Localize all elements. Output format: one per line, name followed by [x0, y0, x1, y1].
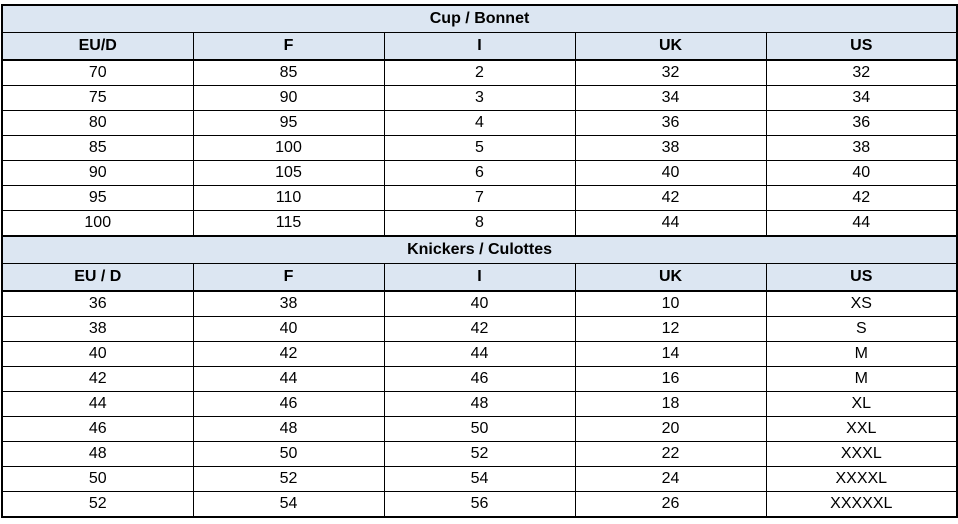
table-cell: 36 [2, 291, 193, 317]
table-cell: 48 [2, 442, 193, 467]
table-cell: 52 [193, 467, 384, 492]
table-cell: 22 [575, 442, 766, 467]
table-cell: 54 [384, 467, 575, 492]
table-cell: 4 [384, 111, 575, 136]
table-cell: 36 [766, 111, 957, 136]
table-cell: S [766, 317, 957, 342]
table-cell: 70 [2, 60, 193, 86]
table-cell: XXXL [766, 442, 957, 467]
table-cell: M [766, 342, 957, 367]
table-cell: 85 [2, 136, 193, 161]
table-cell: 34 [575, 86, 766, 111]
column-header: UK [575, 33, 766, 61]
table-cell: 44 [193, 367, 384, 392]
column-header: F [193, 33, 384, 61]
table-row [2, 136, 957, 161]
table-cell: 34 [766, 86, 957, 111]
table-cell: 42 [384, 317, 575, 342]
table-cell: 75 [2, 86, 193, 111]
knickers-section-header-row [2, 264, 957, 292]
table-row [2, 317, 957, 342]
table-cell: 80 [2, 111, 193, 136]
table-row [2, 492, 957, 518]
knickers-section-title-row [2, 236, 957, 264]
table-cell: 105 [193, 161, 384, 186]
table-cell: 46 [2, 417, 193, 442]
table-cell: 16 [575, 367, 766, 392]
table-cell: 38 [193, 291, 384, 317]
table-cell: 5 [384, 136, 575, 161]
table-cell: 110 [193, 186, 384, 211]
table-cell: 32 [766, 60, 957, 86]
table-row [2, 291, 957, 317]
table-cell: 14 [575, 342, 766, 367]
table-cell: 10 [575, 291, 766, 317]
table-cell: XS [766, 291, 957, 317]
table-row [2, 86, 957, 111]
knickers-section-title: Knickers / Culottes [2, 236, 957, 264]
cup-section-header-row [2, 33, 957, 61]
table-row [2, 186, 957, 211]
table-cell: 52 [384, 442, 575, 467]
table-cell: 46 [193, 392, 384, 417]
table-cell: 95 [193, 111, 384, 136]
table-cell: 24 [575, 467, 766, 492]
table-row [2, 367, 957, 392]
table-cell: 40 [766, 161, 957, 186]
table-cell: 32 [575, 60, 766, 86]
table-cell: 115 [193, 211, 384, 237]
column-header: US [766, 33, 957, 61]
size-conversion-table [1, 4, 958, 518]
table-cell: 42 [2, 367, 193, 392]
table-cell: 18 [575, 392, 766, 417]
column-header: I [384, 264, 575, 292]
table-cell: 3 [384, 86, 575, 111]
table-cell: XXL [766, 417, 957, 442]
table-cell: 52 [2, 492, 193, 518]
table-cell: 44 [2, 392, 193, 417]
table-cell: 6 [384, 161, 575, 186]
table-cell: 50 [193, 442, 384, 467]
table-cell: 44 [766, 211, 957, 237]
table-cell: XXXXXL [766, 492, 957, 518]
table-cell: 54 [193, 492, 384, 518]
table-cell: 8 [384, 211, 575, 237]
table-cell: 44 [575, 211, 766, 237]
table-cell: 38 [766, 136, 957, 161]
table-row [2, 161, 957, 186]
table-row [2, 392, 957, 417]
table-cell: XL [766, 392, 957, 417]
table-cell: 46 [384, 367, 575, 392]
table-row [2, 211, 957, 237]
table-cell: 95 [2, 186, 193, 211]
table-cell: 26 [575, 492, 766, 518]
column-header: I [384, 33, 575, 61]
column-header: EU / D [2, 264, 193, 292]
table-cell: 40 [384, 291, 575, 317]
table-row [2, 442, 957, 467]
column-header: F [193, 264, 384, 292]
table-cell: 100 [2, 211, 193, 237]
table-cell: 85 [193, 60, 384, 86]
table-cell: 44 [384, 342, 575, 367]
table-cell: 50 [2, 467, 193, 492]
table-cell: XXXXL [766, 467, 957, 492]
table-cell: 40 [575, 161, 766, 186]
table-cell: 40 [2, 342, 193, 367]
table-cell: 90 [2, 161, 193, 186]
table-cell: 48 [193, 417, 384, 442]
table-cell: M [766, 367, 957, 392]
table-cell: 12 [575, 317, 766, 342]
table-cell: 38 [575, 136, 766, 161]
table-row [2, 60, 957, 86]
table-row [2, 111, 957, 136]
table-row [2, 417, 957, 442]
table-cell: 42 [766, 186, 957, 211]
table-cell: 40 [193, 317, 384, 342]
table-cell: 42 [193, 342, 384, 367]
table-row [2, 342, 957, 367]
table-body [2, 5, 957, 517]
table-cell: 7 [384, 186, 575, 211]
table-cell: 56 [384, 492, 575, 518]
table-cell: 42 [575, 186, 766, 211]
table-cell: 38 [2, 317, 193, 342]
table-cell: 36 [575, 111, 766, 136]
column-header: EU/D [2, 33, 193, 61]
table-cell: 2 [384, 60, 575, 86]
column-header: US [766, 264, 957, 292]
table-cell: 50 [384, 417, 575, 442]
cup-section-title-row [2, 5, 957, 33]
column-header: UK [575, 264, 766, 292]
cup-section-title: Cup / Bonnet [2, 5, 957, 33]
table-cell: 90 [193, 86, 384, 111]
table-cell: 48 [384, 392, 575, 417]
table-cell: 100 [193, 136, 384, 161]
table-cell: 20 [575, 417, 766, 442]
table-row [2, 467, 957, 492]
